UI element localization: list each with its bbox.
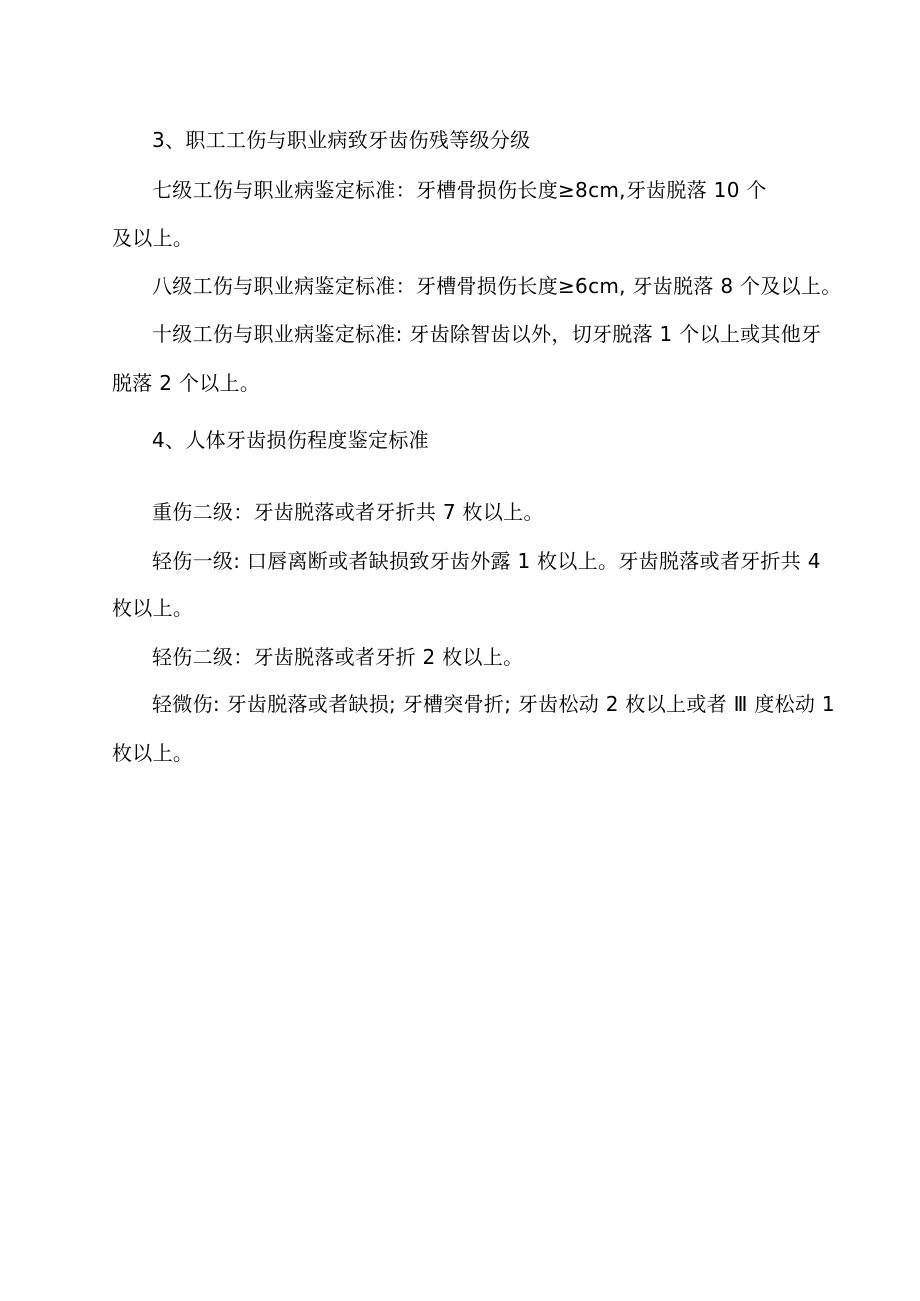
- paragraph-level-7-line-2: 及以上。: [112, 226, 194, 250]
- paragraph-level-7-line-1: 七级工伤与职业病鉴定标准：牙槽骨损伤长度≥8cm,牙齿脱落 10 个: [152, 178, 767, 202]
- paragraph-minor-injury-1-line-2: 枚以上。: [112, 596, 194, 620]
- paragraph-serious-injury-2: 重伤二级：牙齿脱落或者牙折共 7 枚以上。: [152, 500, 544, 524]
- paragraph-minor-injury-1-line-1: 轻伤一级: 口唇离断或者缺损致牙齿外露 1 枚以上。牙齿脱落或者牙折共 4: [152, 549, 821, 573]
- paragraph-minor-injury-2: 轻伤二级：牙齿脱落或者牙折 2 枚以上。: [152, 645, 524, 669]
- paragraph-level-8: 八级工伤与职业病鉴定标准：牙槽骨损伤长度≥6cm, 牙齿脱落 8 个及以上。: [152, 274, 842, 298]
- paragraph-slight-injury-line-2: 枚以上。: [112, 741, 194, 765]
- paragraph-level-10-line-2: 脱落 2 个以上。: [112, 371, 261, 395]
- paragraph-slight-injury-line-1: 轻微伤: 牙齿脱落或者缺损; 牙槽突骨折; 牙齿松动 2 枚以上或者 Ⅲ 度松动 1: [152, 692, 835, 716]
- paragraph-level-10-line-1: 十级工伤与职业病鉴定标准: 牙齿除智齿以外，切牙脱落 1 个以上或其他牙: [152, 322, 822, 346]
- heading-section-3: 3、职工工伤与职业病致牙齿伤残等级分级: [152, 128, 531, 152]
- heading-section-4: 4、人体牙齿损伤程度鉴定标准: [152, 428, 429, 452]
